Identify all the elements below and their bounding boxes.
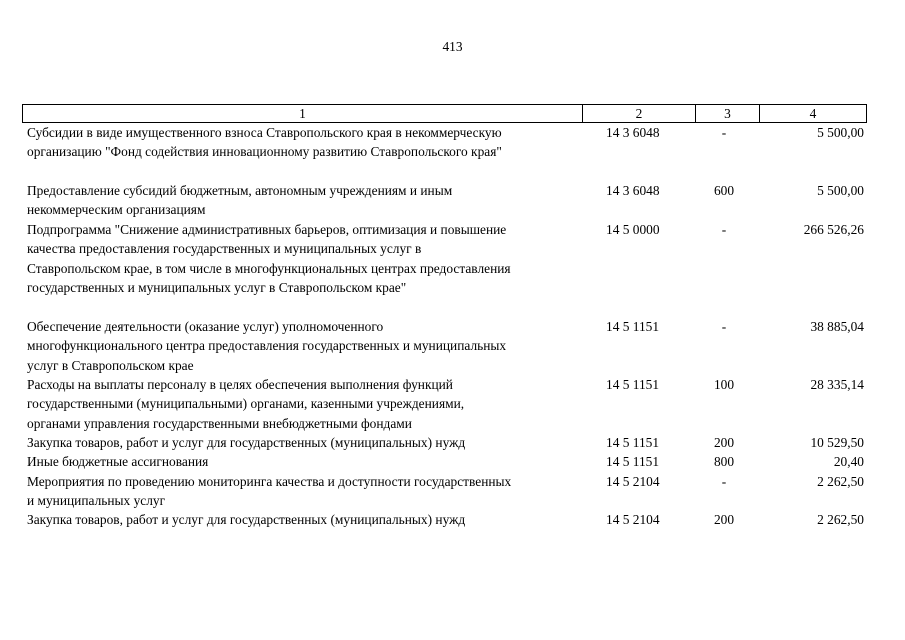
row-amount: 2 262,50 — [817, 474, 864, 489]
row-code: 14 5 1151 — [606, 377, 660, 392]
row-amount: 28 335,14 — [810, 377, 864, 392]
header-col-4: 4 — [760, 105, 867, 123]
row-name: Подпрограмма "Снижение административных барьеров, оптимизация и повышение качества предоставления государственных и муниципальных услуг в Ставропольском крае, в том числе в многофункциональных центрах предоставления государственных и муниципальных услуг в Ставропольском крае" — [27, 222, 511, 296]
page-number: 413 — [442, 39, 463, 54]
row-type: - — [721, 125, 727, 140]
row-code: 14 5 1151 — [606, 435, 660, 450]
table-header — [22, 104, 867, 123]
row-code: 14 5 1151 — [606, 319, 660, 334]
row-name: Мероприятия по проведению мониторинга качества и доступности государственных и муниципальных услуг — [27, 474, 512, 509]
row-name: Предоставление субсидий бюджетным, автономным учреждениям и иным некоммерческим организациям — [27, 183, 453, 218]
header-col-1: 1 — [23, 105, 583, 123]
row-type: - — [721, 222, 727, 237]
row-code: 14 5 1151 — [606, 454, 660, 469]
row-amount: 5 500,00 — [817, 125, 864, 140]
header-col-2: 2 — [583, 105, 696, 123]
row-name: Субсидии в виде имущественного взноса Ставропольского края в некоммерческую организацию "Фонд содействия инновационному развитию Ставропольского края" — [27, 125, 502, 160]
row-amount: 10 529,50 — [810, 435, 864, 450]
row-amount: 2 262,50 — [817, 512, 864, 527]
row-type: - — [721, 474, 727, 489]
row-type: 200 — [713, 435, 735, 450]
row-code: 14 3 6048 — [606, 125, 660, 140]
row-amount: 5 500,00 — [817, 183, 864, 198]
row-name: Расходы на выплаты персоналу в целях обеспечения выполнения функций государственными (муниципальными) органами, казенными учреждениями, органами управления государственными внебюджетными фондами — [27, 377, 465, 431]
row-name: Обеспечение деятельности (оказание услуг) уполномоченного многофункционального центра предоставления государственных и муниципальных услуг в Ставропольском крае — [27, 319, 507, 373]
row-code: 14 5 2104 — [606, 512, 660, 527]
header-col-3: 3 — [696, 105, 760, 123]
row-amount: 20,40 — [833, 454, 864, 469]
row-type: - — [721, 319, 727, 334]
row-name: Закупка товаров, работ и услуг для государственных (муниципальных) нужд — [27, 512, 466, 527]
row-code: 14 3 6048 — [606, 183, 660, 198]
row-type: 200 — [713, 512, 735, 527]
row-code: 14 5 0000 — [606, 222, 660, 237]
row-amount: 38 885,04 — [810, 319, 864, 334]
row-code: 14 5 2104 — [606, 474, 660, 489]
row-name: Иные бюджетные ассигнования — [27, 454, 209, 469]
row-type: 800 — [713, 454, 735, 469]
row-type: 100 — [713, 377, 735, 392]
row-name: Закупка товаров, работ и услуг для государственных (муниципальных) нужд — [27, 435, 466, 450]
row-amount: 266 526,26 — [803, 222, 864, 237]
row-type: 600 — [713, 183, 735, 198]
